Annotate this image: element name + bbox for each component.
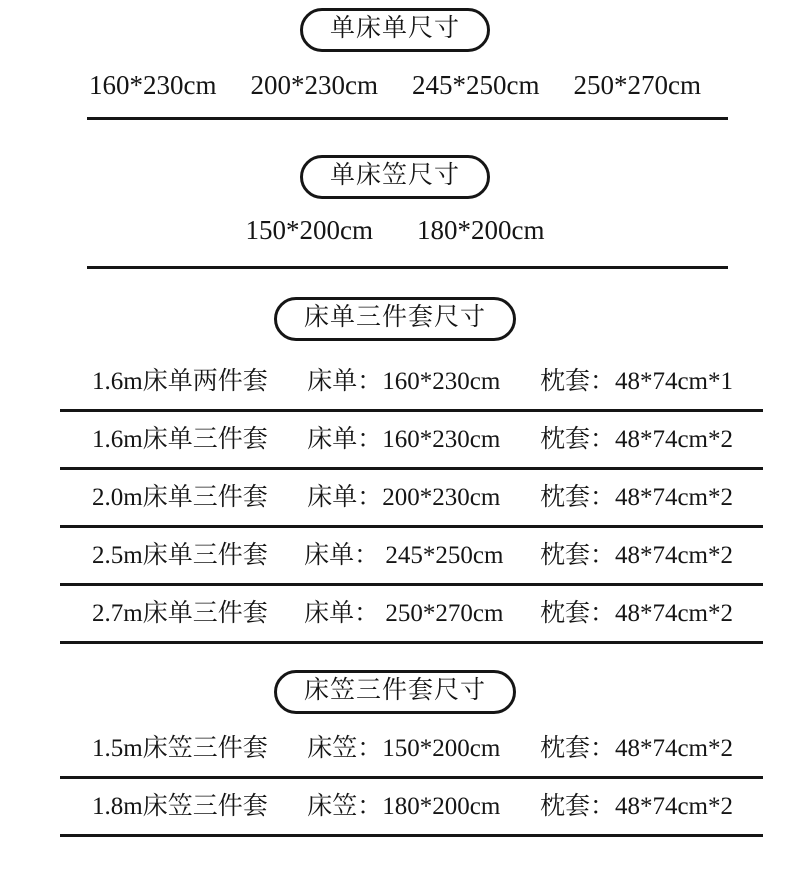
fitted-sheet-set-size-table — [60, 721, 763, 837]
set-name: 2.7m床单三件套 — [92, 600, 268, 627]
section-single-fitted-sheet-sizes — [0, 155, 790, 269]
table-row — [60, 354, 763, 412]
section-single-sheet-sizes — [0, 8, 790, 120]
sheet-set-size-table — [60, 354, 763, 644]
section-fitted-sheet-three-piece-set-sizes — [0, 670, 790, 837]
section-divider — [87, 266, 728, 269]
pillow-size: 枕套：48*74cm*1 — [539, 368, 733, 395]
single-sheet-size-list — [0, 70, 790, 101]
sheet-size: 床笠：150*200cm — [307, 735, 501, 762]
pillow-size: 枕套：48*74cm*2 — [539, 600, 733, 627]
sheet-size: 床单： 250*270cm — [304, 600, 504, 627]
table-row — [60, 470, 763, 528]
pillow-size: 枕套：48*74cm*2 — [539, 542, 733, 569]
set-name: 1.8m床笠三件套 — [92, 793, 268, 820]
set-name: 1.5m床笠三件套 — [92, 735, 268, 762]
section-sheet-three-piece-set-sizes — [0, 297, 790, 644]
set-name: 1.6m床单三件套 — [92, 426, 268, 453]
sheet-size: 床笠：180*200cm — [307, 793, 501, 820]
badge-label: 单床笠尺寸 — [329, 162, 460, 189]
size-value: 200*230cm — [250, 70, 378, 100]
badge-label: 床单三件套尺寸 — [303, 304, 486, 331]
size-value: 245*250cm — [412, 70, 540, 100]
set-name: 2.0m床单三件套 — [92, 484, 268, 511]
sheet-size: 床单： 245*250cm — [304, 542, 504, 569]
table-row — [60, 412, 763, 470]
size-value: 180*200cm — [417, 215, 545, 245]
set-name: 2.5m床单三件套 — [92, 542, 268, 569]
table-row — [60, 779, 763, 837]
section-divider — [87, 117, 728, 120]
badge-label: 床笠三件套尺寸 — [303, 677, 486, 704]
sheet-set-size-badge — [274, 297, 516, 341]
pillow-size: 枕套：48*74cm*2 — [539, 793, 733, 820]
single-fitted-sheet-size-list — [0, 215, 790, 246]
set-name: 1.6m床单两件套 — [92, 368, 268, 395]
size-value: 150*200cm — [245, 215, 373, 245]
badge-label: 单床单尺寸 — [329, 15, 460, 42]
pillow-size: 枕套：48*74cm*2 — [539, 426, 733, 453]
sheet-size: 床单：160*230cm — [307, 426, 501, 453]
sheet-size: 床单：160*230cm — [307, 368, 501, 395]
pillow-size: 枕套：48*74cm*2 — [539, 484, 733, 511]
fitted-sheet-set-size-badge — [274, 670, 516, 714]
single-fitted-sheet-size-badge — [300, 155, 490, 199]
table-row — [60, 528, 763, 586]
table-row — [60, 721, 763, 779]
table-row — [60, 586, 763, 644]
pillow-size: 枕套：48*74cm*2 — [539, 735, 733, 762]
size-chart-page — [0, 8, 790, 874]
size-value: 250*270cm — [573, 70, 701, 100]
sheet-size: 床单：200*230cm — [307, 484, 501, 511]
single-sheet-size-badge — [300, 8, 490, 52]
size-value: 160*230cm — [89, 70, 217, 100]
